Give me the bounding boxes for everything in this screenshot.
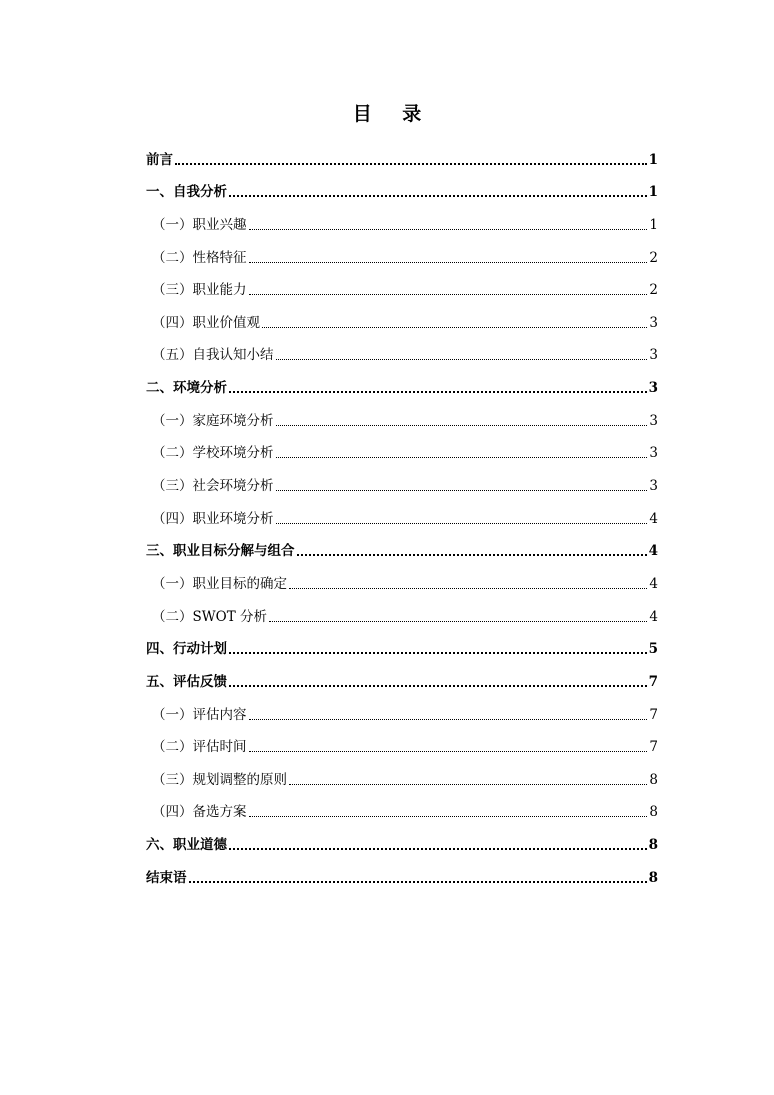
toc-entry-subsection[interactable] bbox=[146, 306, 658, 339]
toc-entry-subsection[interactable] bbox=[146, 469, 658, 502]
page-title: 目 录 bbox=[352, 103, 434, 125]
toc-entry-page-number: 1 bbox=[649, 216, 658, 233]
toc-entry-label: （五）自我认知小结 bbox=[152, 347, 274, 364]
toc-entry-page-number: 3 bbox=[649, 445, 658, 462]
dot-leader bbox=[229, 195, 647, 197]
toc-entry-subsection[interactable] bbox=[146, 208, 658, 241]
toc-entry-page-number: 4 bbox=[649, 510, 658, 527]
toc-entry-label: （三）规划调整的原则 bbox=[152, 771, 287, 788]
dot-leader bbox=[249, 816, 648, 817]
toc-entry-page-number: 2 bbox=[649, 249, 658, 266]
dot-leader bbox=[229, 652, 647, 654]
toc-entry-section[interactable] bbox=[146, 633, 658, 666]
toc-entry-page-number: 7 bbox=[649, 739, 658, 756]
toc-entry-label: （二）SWOT 分析 bbox=[152, 608, 267, 625]
toc-entry-page-number: 3 bbox=[649, 347, 658, 364]
toc-entry-page-number: 4 bbox=[649, 575, 658, 592]
toc-entry-label: （二）学校环境分析 bbox=[152, 445, 274, 462]
toc-entry-page-number: 3 bbox=[648, 380, 658, 397]
toc-entry-subsection[interactable] bbox=[146, 796, 658, 829]
toc-entry-page-number: 8 bbox=[649, 771, 658, 788]
table-of-contents bbox=[146, 143, 658, 894]
toc-entry-page-number: 4 bbox=[648, 543, 658, 560]
dot-leader bbox=[249, 229, 648, 230]
toc-entry-page-number: 8 bbox=[649, 804, 658, 821]
dot-leader bbox=[175, 163, 647, 165]
dot-leader bbox=[249, 751, 648, 752]
toc-entry-page-number: 1 bbox=[648, 184, 658, 201]
toc-entry-subsection[interactable] bbox=[146, 600, 658, 633]
toc-entry-label: 五、评估反馈 bbox=[146, 673, 227, 690]
toc-entry-label: （一）评估内容 bbox=[152, 706, 247, 723]
toc-entry-subsection[interactable] bbox=[146, 437, 658, 470]
toc-entry-section[interactable] bbox=[146, 828, 658, 861]
toc-entry-label: （四）职业价值观 bbox=[152, 314, 260, 331]
toc-entry-page-number: 1 bbox=[648, 151, 658, 168]
toc-entry-section[interactable] bbox=[146, 143, 658, 176]
dot-leader bbox=[262, 327, 647, 328]
toc-entry-section[interactable] bbox=[146, 176, 658, 209]
toc-entry-label: （四）备选方案 bbox=[152, 804, 247, 821]
toc-entry-page-number: 8 bbox=[648, 869, 658, 886]
toc-entry-label: 四、行动计划 bbox=[146, 641, 227, 658]
dot-leader bbox=[249, 719, 648, 720]
toc-entry-page-number: 3 bbox=[649, 478, 658, 495]
toc-entry-subsection[interactable] bbox=[146, 404, 658, 437]
toc-entry-label: （一）家庭环境分析 bbox=[152, 412, 274, 429]
toc-entry-subsection[interactable] bbox=[146, 698, 658, 731]
dot-leader bbox=[297, 554, 647, 556]
toc-entry-label: （三）社会环境分析 bbox=[152, 478, 274, 495]
toc-entry-label: 前言 bbox=[146, 151, 173, 168]
toc-entry-label: 一、自我分析 bbox=[146, 184, 227, 201]
toc-entry-subsection[interactable] bbox=[146, 731, 658, 764]
toc-entry-page-number: 7 bbox=[648, 673, 658, 690]
toc-entry-label: （二）性格特征 bbox=[152, 249, 247, 266]
toc-entry-page-number: 4 bbox=[649, 608, 658, 625]
dot-leader bbox=[289, 784, 647, 785]
toc-entry-page-number: 2 bbox=[649, 282, 658, 299]
toc-entry-subsection[interactable] bbox=[146, 502, 658, 535]
dot-leader bbox=[249, 294, 648, 295]
toc-entry-label: （一）职业兴趣 bbox=[152, 216, 247, 233]
dot-leader bbox=[276, 457, 648, 458]
toc-entry-page-number: 3 bbox=[649, 412, 658, 429]
toc-entry-page-number: 8 bbox=[648, 837, 658, 854]
toc-entry-label: （一）职业目标的确定 bbox=[152, 575, 287, 592]
dot-leader bbox=[229, 391, 647, 393]
dot-leader bbox=[276, 523, 648, 524]
toc-entry-label: （四）职业环境分析 bbox=[152, 510, 274, 527]
toc-entry-label: 六、职业道德 bbox=[146, 837, 227, 854]
toc-entry-subsection[interactable] bbox=[146, 274, 658, 307]
dot-leader bbox=[276, 425, 648, 426]
toc-entry-label: 结束语 bbox=[146, 869, 187, 886]
dot-leader bbox=[276, 359, 648, 360]
toc-entry-section[interactable] bbox=[146, 535, 658, 568]
toc-entry-label: 二、环境分析 bbox=[146, 380, 227, 397]
dot-leader bbox=[189, 881, 647, 883]
toc-entry-subsection[interactable] bbox=[146, 241, 658, 274]
toc-entry-subsection[interactable] bbox=[146, 763, 658, 796]
toc-entry-label: （三）职业能力 bbox=[152, 282, 247, 299]
dot-leader bbox=[229, 685, 647, 687]
toc-entry-label: 三、职业目标分解与组合 bbox=[146, 543, 295, 560]
toc-entry-section[interactable] bbox=[146, 665, 658, 698]
toc-entry-label: （二）评估时间 bbox=[152, 739, 247, 756]
toc-entry-page-number: 7 bbox=[649, 706, 658, 723]
toc-entry-section[interactable] bbox=[146, 861, 658, 894]
toc-entry-page-number: 5 bbox=[648, 641, 658, 658]
dot-leader bbox=[276, 490, 648, 491]
dot-leader bbox=[249, 262, 648, 263]
toc-entry-subsection[interactable] bbox=[146, 567, 658, 600]
toc-entry-section[interactable] bbox=[146, 371, 658, 404]
dot-leader bbox=[289, 588, 647, 589]
dot-leader bbox=[269, 621, 647, 622]
toc-entry-subsection[interactable] bbox=[146, 339, 658, 372]
toc-entry-page-number: 3 bbox=[649, 314, 658, 331]
dot-leader bbox=[229, 848, 647, 850]
